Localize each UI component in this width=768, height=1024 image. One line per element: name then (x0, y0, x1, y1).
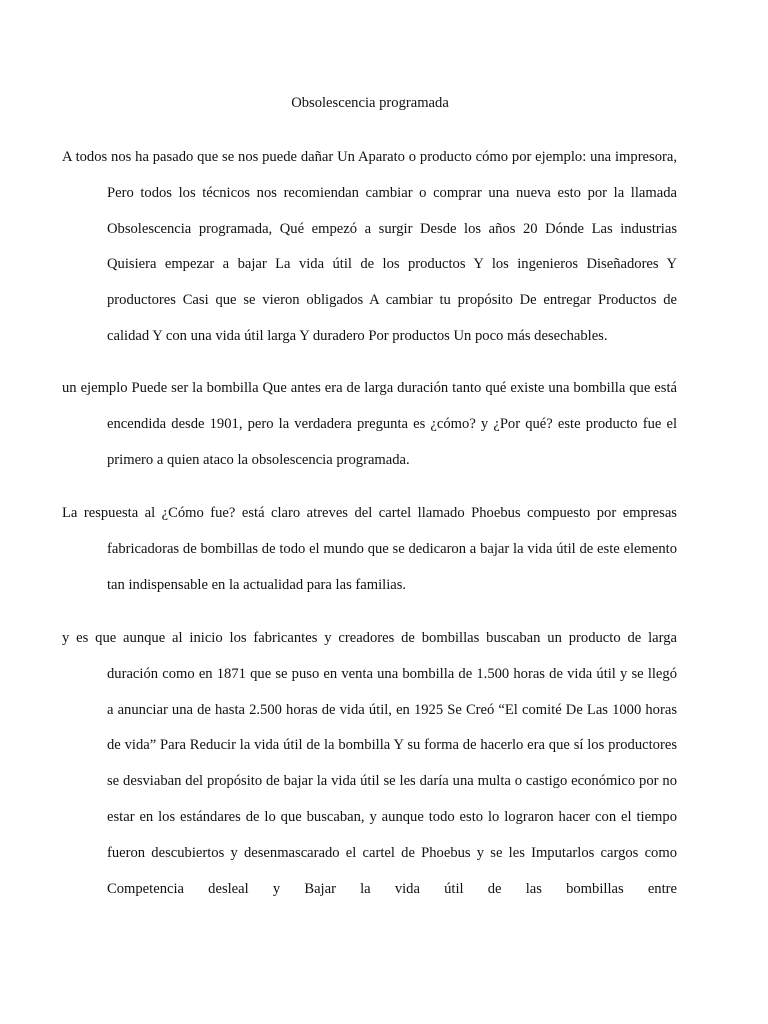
paragraph-3: La respuesta al ¿Cómo fue? está claro atreves del cartel llamado Phoebus compuesto por empresas fabricadoras de bombillas de todo el mundo que se dedicaron a bajar la vida útil de este elemento tan indispensable en la actualidad para las familias. (62, 505, 677, 593)
paragraph-4: y es que aunque al inicio los fabricantes y creadores de bombillas buscaban un producto de larga duración como en 1871 que se puso en venta una bombilla de 1.500 horas de vida útil y se llegó a anunciar una de hasta 2.500 horas de vida útil, en 1925 Se Creó “El comité De Las 1000 horas de vida” Para Reducir la vida útil de la bombilla Y su forma de hacerlo era que sí los productores se desviaban del propósito de bajar la vida útil se les daría una multa o castigo económico por no estar en los estándares de lo que buscaban, y aunque todo esto lo lograron hacer con el tiempo fueron descubiertos y desenmascarado el cartel de Phoebus y se les Imputarlos cargos como Competencia desleal y Bajar la vida útil de las bombillas entre (62, 630, 677, 897)
paragraph-1: A todos nos ha pasado que se nos puede dañar Un Aparato o producto cómo por ejemplo: una impresora, Pero todos los técnicos nos recomiendan cambiar o comprar una nueva esto por la llamada Obsolescencia programada, Qué empezó a surgir Desde los años 20 Dónde Las industrias Quisiera empezar a bajar La vida útil de los productos Y los ingenieros Diseñadores Y productores Casi que se vieron obligados A cambiar tu propósito De entregar Productos de calidad Y con una vida útil larga Y duradero Por productos Un poco más desechables. (62, 149, 677, 344)
paragraph-2: un ejemplo Puede ser la bombilla Que antes era de larga duración tanto qué existe una bombilla que está encendida desde 1901, pero la verdadera pregunta es ¿cómo? y ¿Por qué? este producto fue el primero a quien ataco la obsolescencia programada. (62, 380, 677, 468)
document-title: Obsolescencia programada (291, 95, 449, 111)
